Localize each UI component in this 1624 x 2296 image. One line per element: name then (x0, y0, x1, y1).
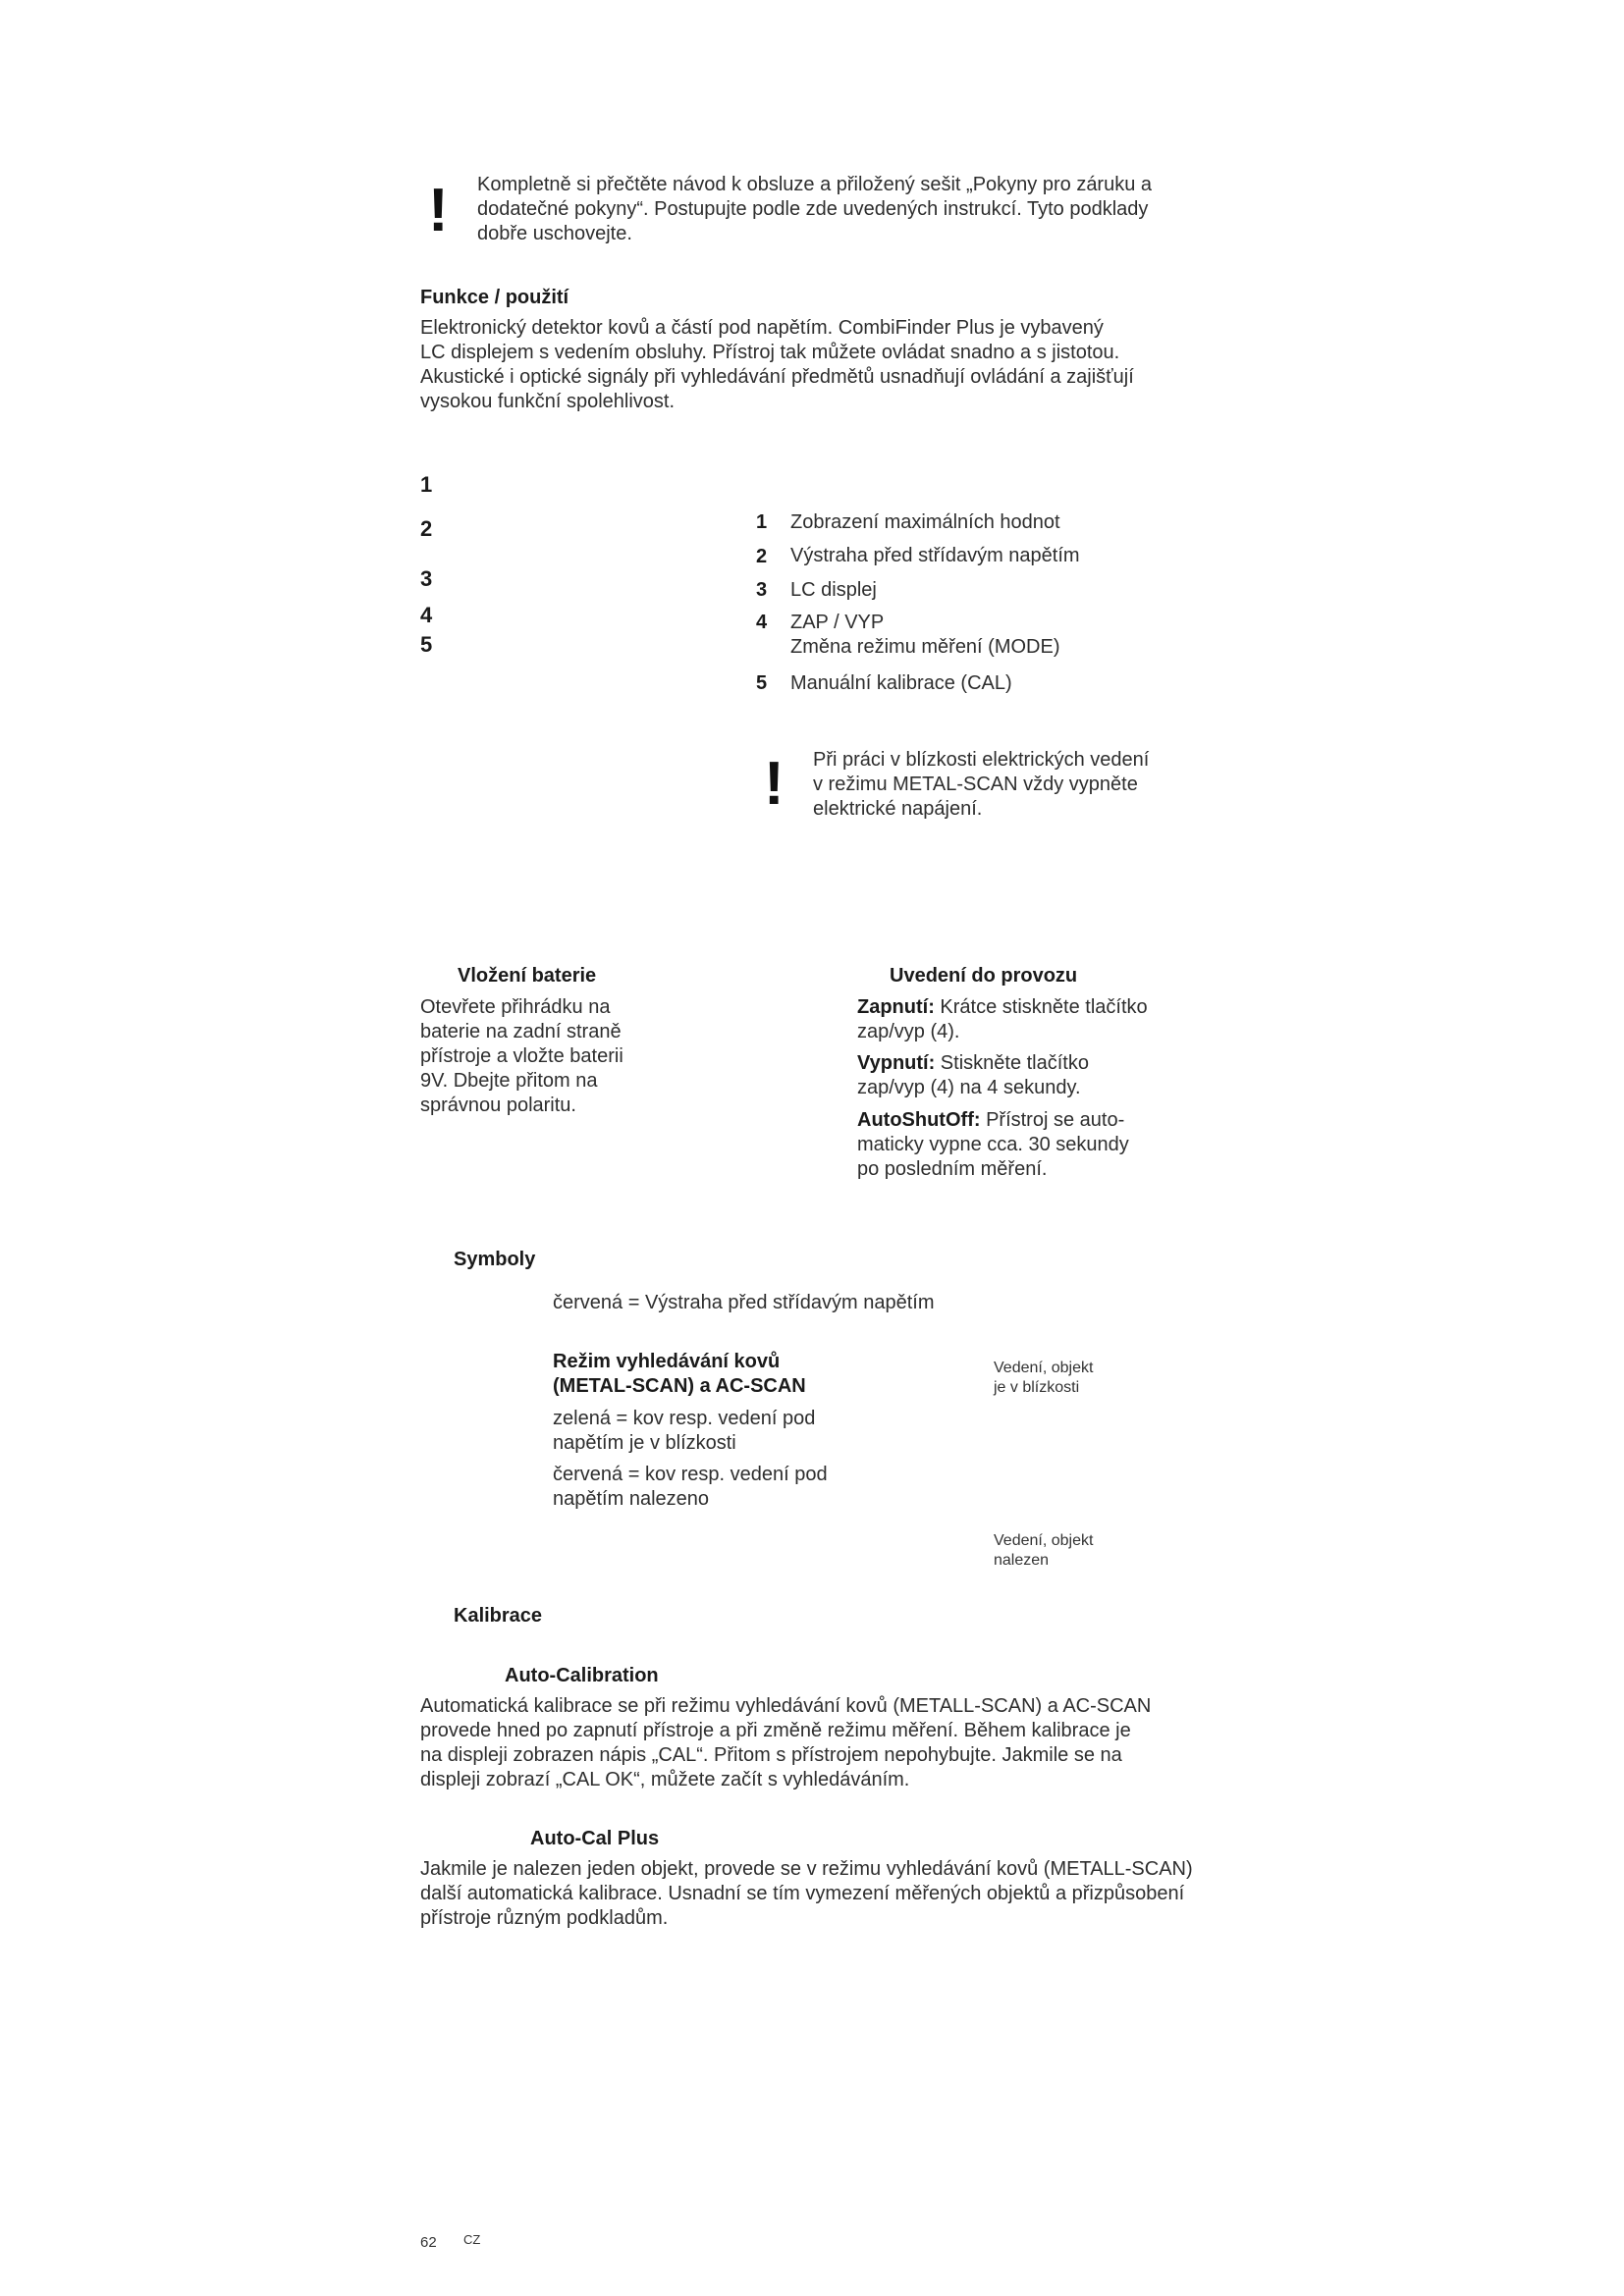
battery-text (420, 995, 695, 1118)
mode-heading (553, 1350, 806, 1399)
calibration-line: Jakmile je nalezen jeden objekt, provede se v režimu vyhledávání kovů (METALL-SCAN) (420, 1858, 1193, 1880)
figure-number: 2 (420, 516, 433, 541)
legend-number: 3 (756, 579, 768, 601)
legend-number: 5 (756, 672, 768, 694)
legend-item (790, 611, 1060, 660)
auto-text: po posledním měření. (857, 1158, 1048, 1180)
caption-near (994, 1359, 1093, 1398)
auto-text: Přístroj se auto- (980, 1109, 1125, 1131)
symbols-heading: Symboly (454, 1249, 536, 1270)
page-number: 62 (420, 2234, 437, 2251)
green-text (553, 1407, 815, 1456)
startup-heading: Uvedení do provozu (890, 965, 1078, 987)
symbols-red-warning: červená = Výstraha před střídavým napětím (553, 1292, 935, 1313)
on-text: zap/vyp (4). (857, 1021, 960, 1042)
on-text: Krátce stiskněte tlačítko (934, 996, 1148, 1018)
figure-number: 4 (420, 603, 433, 627)
calibration-line: provede hned po zapnutí přístroje a při změně režimu měření. Během kalibrace je (420, 1720, 1131, 1741)
warning-mid-text (813, 748, 1206, 822)
green-line: zelená = kov resp. vedení pod (553, 1408, 816, 1429)
warning-line: dodatečné pokyny“. Postupujte podle zde uvedených instrukcí. Tyto podklady (477, 198, 1149, 220)
figure-number: 5 (420, 632, 433, 657)
battery-line: správnou polaritu. (420, 1095, 576, 1116)
figure-number: 3 (420, 566, 433, 591)
caption-found (994, 1531, 1093, 1571)
function-line: LC displejem s vedením obsluhy. Přístroj tak můžete ovládat snadno a s jistotou. (420, 342, 1120, 363)
exclamation-icon: ! (428, 177, 449, 244)
language-code: CZ (463, 2232, 481, 2247)
mode-heading-line: (METAL-SCAN) a AC-SCAN (553, 1375, 806, 1397)
warning-line: dobře uschovejte. (477, 223, 632, 244)
caption-line: Vedení, objekt (994, 1360, 1094, 1376)
legend-item: LC displej (790, 579, 877, 601)
off-label: Vypnutí: (857, 1052, 936, 1074)
function-text (420, 316, 1196, 414)
legend-line: Změna režimu měření (MODE) (790, 636, 1060, 658)
warning-line: Při práci v blízkosti elektrických vedení (813, 749, 1150, 771)
auto-calibration-text (420, 1694, 1206, 1792)
auto-calibration-heading: Auto-Calibration (505, 1665, 659, 1686)
battery-line: 9V. Dbejte přitom na (420, 1070, 598, 1092)
battery-line: přístroje a vložte baterii (420, 1045, 623, 1067)
caption-line: Vedení, objekt (994, 1532, 1094, 1549)
calibration-line: na displeji zobrazen nápis „CAL“. Přitom s přístrojem nepohybujte. Jakmile se na (420, 1744, 1122, 1766)
warning-line: Kompletně si přečtěte návod k obsluze a přiložený sešit „Pokyny pro záruku a (477, 174, 1153, 195)
battery-heading: Vložení baterie (458, 965, 597, 987)
auto-text: maticky vypne cca. 30 sekundy (857, 1134, 1129, 1155)
calibration-line: další automatická kalibrace. Usnadní se tím vymezení měřených objektů a přizpůsobení (420, 1883, 1185, 1904)
function-line: Akustické i optické signály při vyhledávání předmětů usnadňují ovládání a zajišťují (420, 366, 1134, 388)
function-line: vysokou funkční spolehlivost. (420, 391, 676, 412)
auto-cal-plus-heading: Auto-Cal Plus (530, 1828, 660, 1849)
figure-number: 1 (420, 472, 433, 497)
auto-label: AutoShutOff: (857, 1109, 981, 1131)
legend-item: Výstraha před střídavým napětím (790, 545, 1080, 566)
startup-auto (857, 1108, 1191, 1182)
off-text: zap/vyp (4) na 4 sekundy. (857, 1077, 1081, 1098)
function-heading: Funkce / použití (420, 287, 569, 308)
caption-line: je v blízkosti (994, 1379, 1080, 1396)
mode-heading-line: Režim vyhledávání kovů (553, 1351, 781, 1372)
off-text: Stiskněte tlačítko (935, 1052, 1089, 1074)
warning-top-text (477, 173, 1204, 246)
battery-line: Otevřete přihrádku na (420, 996, 611, 1018)
calibration-line: displeji zobrazí „CAL OK“, můžete začít s vyhledáváním. (420, 1769, 910, 1790)
calibration-line: přístroje různým podkladům. (420, 1907, 669, 1929)
legend-number: 1 (756, 511, 768, 533)
caption-line: nalezen (994, 1552, 1050, 1569)
exclamation-icon: ! (764, 750, 785, 818)
calibration-heading: Kalibrace (454, 1605, 543, 1627)
legend-item: Zobrazení maximálních hodnot (790, 511, 1060, 533)
legend-item: Manuální kalibrace (CAL) (790, 672, 1012, 694)
red-line: červená = kov resp. vedení pod (553, 1464, 828, 1485)
legend-line: ZAP / VYP (790, 612, 885, 633)
calibration-line: Automatická kalibrace se při režimu vyhledávání kovů (METALL-SCAN) a AC-SCAN (420, 1695, 1152, 1717)
warning-line: elektrické napájení. (813, 798, 983, 820)
legend-number: 2 (756, 546, 768, 567)
red-text (553, 1463, 828, 1512)
auto-cal-plus-text (420, 1857, 1225, 1931)
green-line: napětím je v blízkosti (553, 1432, 736, 1454)
startup-on (857, 995, 1191, 1044)
red-line: napětím nalezeno (553, 1488, 710, 1510)
on-label: Zapnutí: (857, 996, 935, 1018)
warning-line: v režimu METAL-SCAN vždy vypněte (813, 774, 1138, 795)
startup-off (857, 1051, 1191, 1100)
battery-line: baterie na zadní straně (420, 1021, 622, 1042)
function-line: Elektronický detektor kovů a částí pod napětím. CombiFinder Plus je vybavený (420, 317, 1104, 339)
legend-number: 4 (756, 612, 768, 633)
